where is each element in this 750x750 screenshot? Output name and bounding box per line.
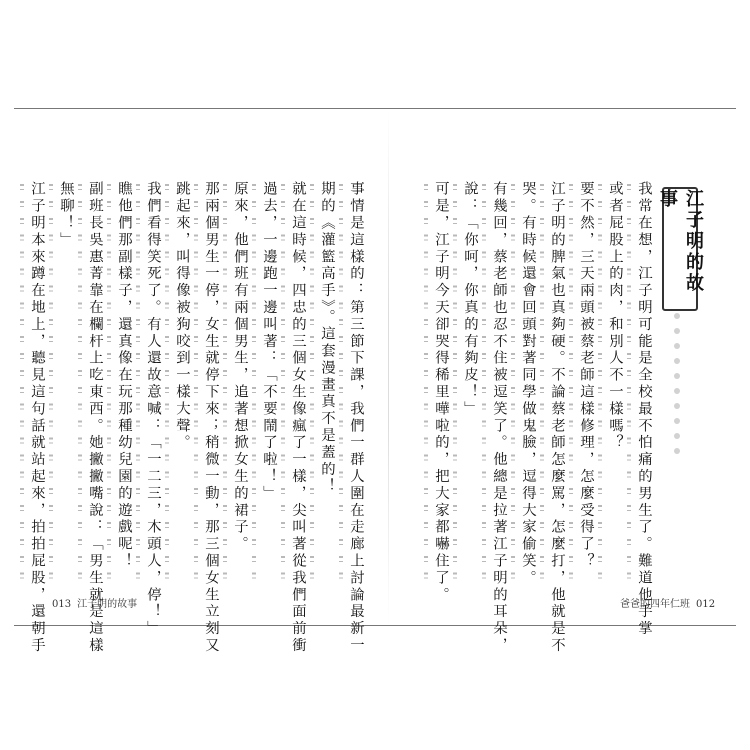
text-column: 副班長吳惠菁靠在欄杆上吃東西。她撇撇嘴說：「男生就是這樣 <box>78 181 107 581</box>
text-column: 跳起來，叫得像被狗咬到一樣大聲。 <box>165 181 194 581</box>
text-column: 江子明的脾氣也真夠硬。不論蔡老師怎麼罵，怎麼打，他就是不 <box>540 181 569 581</box>
text-column: 或者屁股上的肉，和別人不一樣嗎？ <box>598 181 627 581</box>
text-column: 我們看得笑死了。有人還故意喊：「一二三，木頭人，停！」 <box>136 181 165 581</box>
text-column: 要不然，三天兩頭被蔡老師這樣修理，怎麼受得了？ <box>569 181 598 581</box>
book-spread <box>14 108 736 655</box>
text-column: 有幾回，蔡老師也忍不住被逗笑了。他總是拉著江子明的耳朵， <box>482 181 511 581</box>
running-header: 江子明的故事 <box>77 599 138 610</box>
text-column: 事情是這樣的：第三節下課，我們一群人圍在走廊上討論最新一 <box>339 181 368 581</box>
page-number: 012 <box>696 599 716 610</box>
text-column: 就在這時候，四忠的三個女生像瘋了一樣，尖叫著從我們面前衝 <box>281 181 310 581</box>
running-header: 爸爸的四年仁班 <box>620 599 690 610</box>
text-column: 江子明本來蹲在地上，聽見這句話就站起來，拍拍屁股，還朝手 <box>20 181 49 581</box>
text-column: 無聊！」 <box>49 181 78 581</box>
text-column: 瞧他們那副樣子，還真像在玩那種幼兒園的遊戲呢！ <box>107 181 136 581</box>
text-column: 哭。有時候還會回頭對著同學做鬼臉，逗得大家偷笑。 <box>511 181 540 581</box>
title-dots-decoration <box>674 313 682 454</box>
text-column: 期的《灌籃高手》。這套漫畫真不是蓋的！ <box>310 181 339 581</box>
page-gutter <box>388 109 389 625</box>
page-number: 013 <box>52 599 72 610</box>
right-folio <box>620 595 715 610</box>
text-column: 我常在想，江子明可能是全校最不怕痛的男生了。難道他手掌 <box>627 181 656 581</box>
text-column: 可是，江子明今天卻哭得稀里嘩啦的，把大家都嚇住了。 <box>424 181 453 581</box>
text-column: 過去，一邊跑一邊叫著：「不要鬧了啦！」 <box>252 181 281 581</box>
chapter-title-box <box>657 187 704 311</box>
text-column: 原來，他們班有兩個男生，追著想掀女生的裙子。 <box>223 181 252 581</box>
text-column: 那兩個男生一停，女生就停下來；稍微一動，那三個女生立刻又 <box>194 181 223 581</box>
chapter-title: 江子明的故事 <box>657 189 704 294</box>
text-column: 說：「你呵，你真的有夠皮！」 <box>453 181 482 581</box>
left-folio <box>52 595 137 610</box>
